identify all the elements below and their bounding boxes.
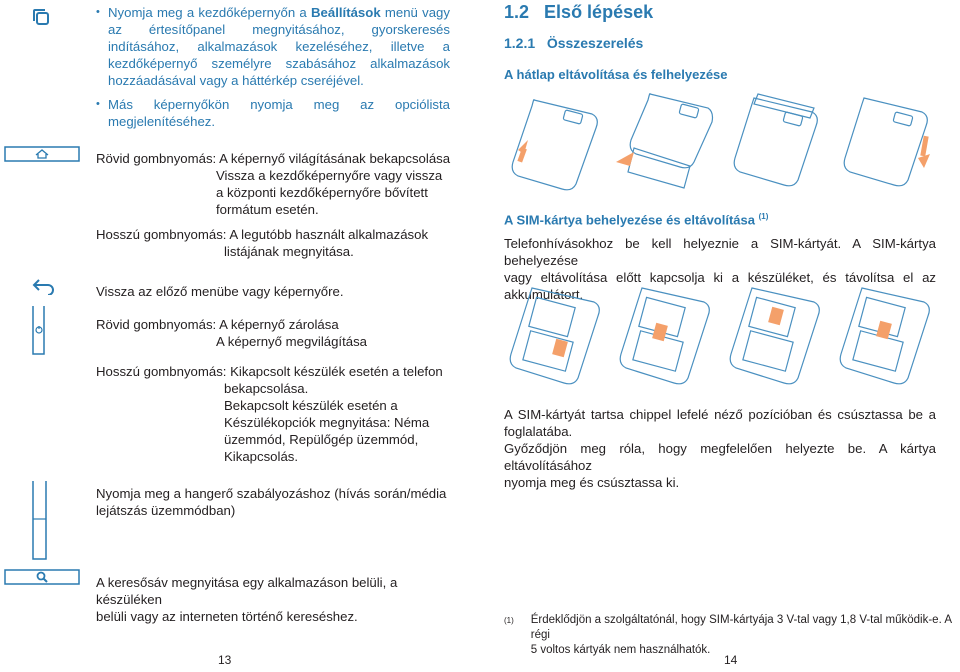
section-heading: 1.2 Első lépések <box>504 2 654 22</box>
back-cover-heading: A hátlap eltávolítása és felhelyezése <box>504 67 728 82</box>
back-cover-step-illustration <box>614 92 718 196</box>
recent-apps-icon <box>32 8 50 26</box>
back-cover-step-illustration <box>504 92 608 196</box>
subsection-heading: 1.2.1 Összeszerelés <box>504 35 644 51</box>
power-key-description: Rövid gombnyomás: A képernyő zárolása A képernyő megvilágítása Hosszú gombnyomás: Kikapcsolt készülék esetén a telefon bekapcsolása. Bekapcsolt készülék esetén a Készülékopciók megnyitása: Néma üzemmód, Repülőgép üzemmód, Kikapcsolás. <box>96 317 443 464</box>
back-icon <box>30 277 56 295</box>
home-icon <box>4 146 80 162</box>
back-cover-illustrations <box>504 92 938 196</box>
bullet-item: • Más képernyőkön nyomja meg az opciólista megjelenítéséhez. <box>96 96 450 130</box>
sim-step-illustration <box>724 282 828 392</box>
back-cover-step-illustration <box>834 92 938 196</box>
bullet-item: • Nyomja meg a kezdőképernyőn a Beállítások menü vagy az értesítőpanel megnyitásához, gyorskeresés indításához, alkalmazások kezeléséhez, illetve a kezdőképernyő személyre szabásához alkalmazások hozzáadásával vagy a háttérkép cseréjével. <box>96 4 450 89</box>
sim-illustrations <box>504 282 938 392</box>
page-number-left: 13 <box>218 653 232 667</box>
sim-step-illustration <box>614 282 718 392</box>
bullet-list <box>96 4 450 137</box>
search-key-description: A keresősáv megnyitása egy alkalmazáson belüli, a készüléken belüli vagy az interneten történő kereséshez. <box>96 575 398 624</box>
sim-paragraph: Telefonhívásokhoz be kell helyeznie a SIM-kártyát. A SIM-kártya behelyezése vagy eltávolítása előtt kapcsolja ki a készüléket, és távolítsa el az akkumulátort. <box>504 236 936 302</box>
page-number-right: 14 <box>724 653 738 667</box>
sim-step-illustration <box>834 282 938 392</box>
sim-heading: A SIM-kártya behelyezése és eltávolítása $^{(1)}$ <box>504 212 769 228</box>
back-cover-step-illustration <box>724 92 828 196</box>
volume-key-description: Nyomja meg a hangerő szabályozáshoz (hívás során/média lejátszás üzemmódban) <box>96 486 447 518</box>
right-page <box>480 0 960 672</box>
search-icon <box>4 569 80 585</box>
sim-step-illustration <box>504 282 608 392</box>
volume-key-icon <box>32 481 48 561</box>
back-key-description: Vissza az előző menübe vagy képernyőre. <box>96 284 344 299</box>
footnote-mark: (1) <box>504 616 514 625</box>
sim-instructions: A SIM-kártyát tartsa chippel lefelé néző pozícióban és csúsztassa be a foglalatába. Győződjön meg róla, hogy megfelelően helyezte be. A kártya eltávolításához nyomja meg és csúsztassa ki. <box>504 407 936 490</box>
power-key-icon <box>32 306 46 356</box>
footnote: (1) Érdeklődjön a szolgáltatónál, hogy SIM-kártyája 3 V-tal vagy 1,8 V-tal működik-e. A régi 5 voltos kártyák nem használhatók. <box>504 614 952 656</box>
home-key-description: Rövid gombnyomás: A képernyő világításának bekapcsolása Vissza a kezdőképernyőre vagy vissza a központi kezdőképernyőre bővített formátum esetén. Hosszú gombnyomás: A legutóbb használt alkalmazások listájának megnyitása. <box>96 151 451 259</box>
